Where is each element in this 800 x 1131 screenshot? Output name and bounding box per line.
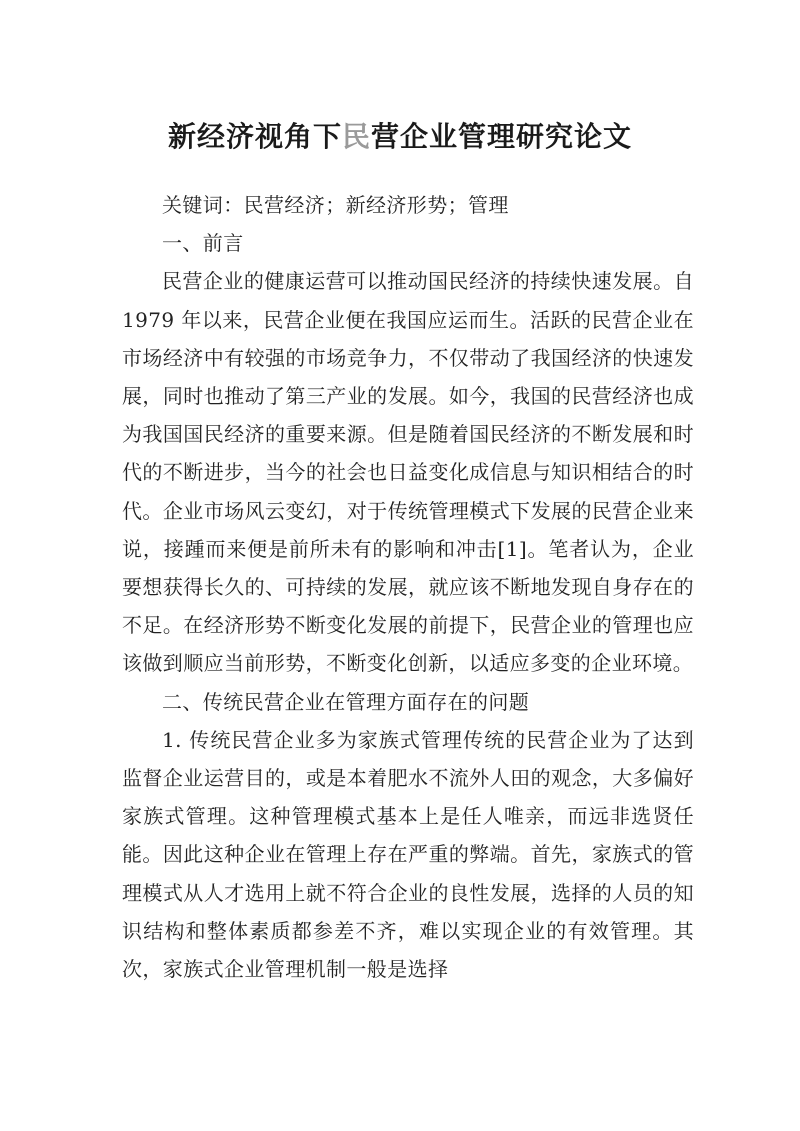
body-paragraph: 1. 传统民营企业多为家族式管理传统的民营企业为了达到监督企业运营目的，或是本着肥水不流外人田的观念，大多偏好家族式管理。这种管理模式基本上是任人唯亲，而远非选贤任能。因此这种企业在管理上存在严重的弊端。首先，家族式的管理模式从人才选用上就不符合企业的良性发展，选择的人员的知识结构和整体素质都参差不齐，难以实现企业的有效管理。其次，家族式企业管理机制一般是选择 [122,727,694,982]
document-title [0,117,800,157]
body-paragraph: 民营企业的健康运营可以推动国民经济的持续快速发展。自 1979 年以来，民营企业便在我国应运而生。活跃的民营企业在市场经济中有较强的市场竞争力，不仅带动了我国经济的快速发展，同时也推动了第三产业的发展。如今，我国的民营经济也成为我国国民经济的重要来源。但是随着国民经济的不断发展和时代的不断进步，当今的社会也日益变化成信息与知识相结合的时代。企业市场风云变幻，对于传统管理模式下发展的民营企业来说，接踵而来便是前所未有的影响和冲击[1]。笔者认为，企业要想获得长久的、可持续的发展，就应该不断地发现自身存在的不足。在经济形势不断变化发展的前提下，民营企业的管理也应该做到顺应当前形势，不断变化创新，以适应多变的企业环境。 [122,269,694,676]
section-heading-preface: 一、前言 [162,231,244,256]
title-part: 营企业管理研究论文 [371,119,633,153]
keywords-line: 关键词：民营经济；新经济形势；管理 [162,193,509,217]
title-part: 新经济视角下 [167,119,342,153]
document-body [122,186,694,988]
title-watermark-char: 民 [341,119,371,153]
section-heading-problems: 二、传统民营企业在管理方面存在的问题 [162,689,530,714]
